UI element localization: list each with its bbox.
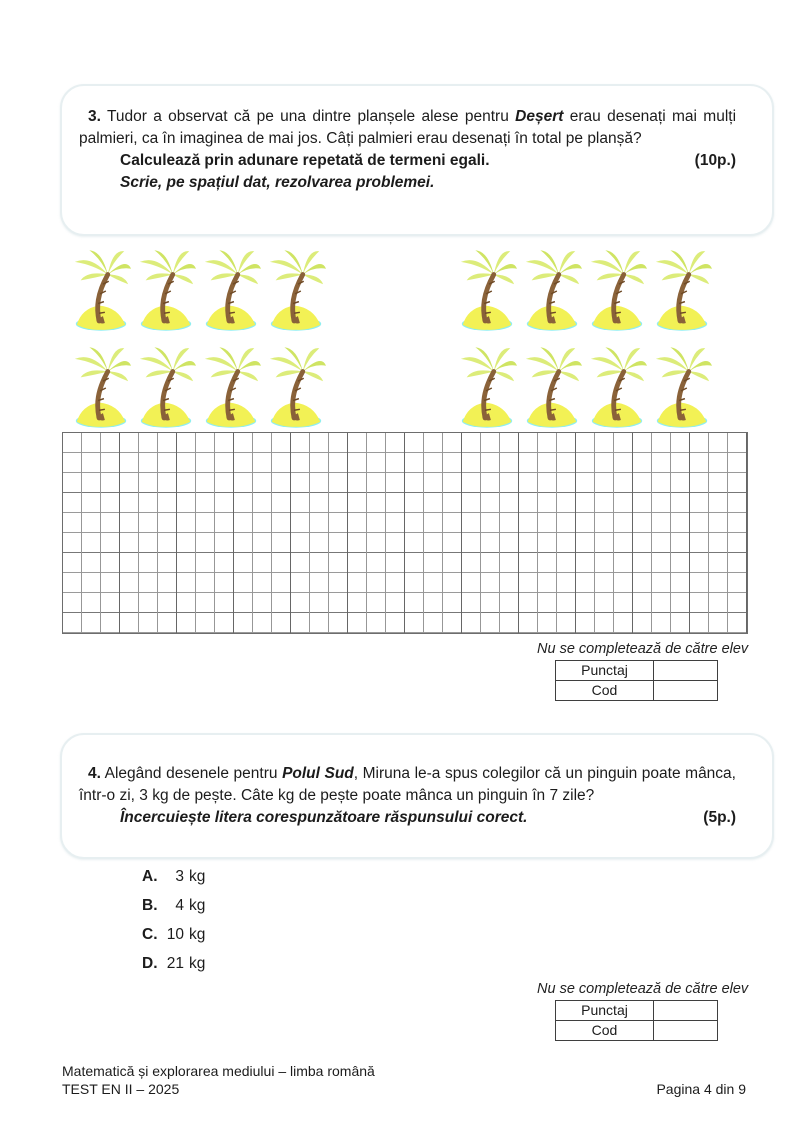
question3-instruction-bold: Calculează prin adunare repetată de termeni egali. bbox=[120, 152, 490, 169]
palm-tree-icon bbox=[265, 344, 327, 430]
palm-tree-icon bbox=[586, 247, 648, 333]
score-note: Nu se completează de către elev bbox=[537, 641, 749, 657]
score-table bbox=[555, 1000, 718, 1041]
punctaj-label: Punctaj bbox=[556, 1001, 654, 1021]
question3-number: 3. bbox=[88, 108, 101, 125]
question3-theme-word: Deșert bbox=[515, 108, 564, 125]
question3-instruction-italic-row: Scrie, pe spațiul dat, rezolvarea problemei. bbox=[120, 174, 435, 191]
score-note: Nu se completează de către elev bbox=[537, 981, 749, 997]
question4-theme-word: Polul Sud bbox=[282, 765, 354, 782]
palm-tree-icon bbox=[586, 344, 648, 430]
score-table bbox=[555, 660, 718, 701]
question4-instruction-row bbox=[62, 807, 772, 829]
page-footer bbox=[62, 1062, 746, 1098]
palm-tree-icon bbox=[135, 344, 197, 430]
palm-tree-icon bbox=[456, 247, 518, 333]
option-d[interactable]: D. 21 kg bbox=[142, 955, 206, 972]
option-b[interactable]: B. 4 kg bbox=[142, 897, 206, 914]
footer-subject: Matematică și explorarea mediului – limba română bbox=[62, 1063, 375, 1079]
palm-tree-icon bbox=[651, 344, 713, 430]
palm-tree-icon bbox=[265, 344, 327, 430]
palm-tree-icon bbox=[521, 344, 583, 430]
score-row-punctaj bbox=[556, 1001, 718, 1021]
palm-tree-icon bbox=[200, 344, 262, 430]
palm-tree-icon bbox=[200, 247, 262, 333]
work-grid-answer-area[interactable] bbox=[62, 432, 748, 634]
palm-group bbox=[456, 247, 716, 430]
question3-points: (10p.) bbox=[694, 152, 736, 169]
palm-tree-icon bbox=[586, 344, 648, 430]
footer-test-name: TEST EN II – 2025 bbox=[62, 1081, 180, 1097]
palm-tree-icon bbox=[265, 247, 327, 333]
score-row-punctaj bbox=[556, 661, 718, 681]
palm-tree-icon bbox=[521, 247, 583, 333]
cod-label: Cod bbox=[556, 681, 654, 701]
palm-tree-icon bbox=[70, 344, 132, 430]
score-block-q3 bbox=[537, 640, 749, 701]
punctaj-value-cell bbox=[654, 661, 718, 681]
question3-box bbox=[60, 84, 774, 236]
palm-tree-icon bbox=[70, 247, 132, 333]
palm-tree-icon bbox=[135, 247, 197, 333]
score-row-cod bbox=[556, 681, 718, 701]
option-a[interactable]: A. 3 kg bbox=[142, 868, 206, 885]
cod-value-cell bbox=[654, 681, 718, 701]
score-row-cod bbox=[556, 1021, 718, 1041]
cod-label: Cod bbox=[556, 1021, 654, 1041]
palm-group bbox=[70, 247, 330, 430]
question3-instruction-row bbox=[62, 150, 772, 172]
palm-tree-icon bbox=[456, 247, 518, 333]
palm-tree-icon bbox=[135, 247, 197, 333]
palm-tree-icon bbox=[200, 344, 262, 430]
palm-tree-icon bbox=[456, 344, 518, 430]
palm-tree-icon bbox=[456, 344, 518, 430]
palm-tree-icon bbox=[521, 247, 583, 333]
question4-instruction-italic: Încercuiește litera corespunzătoare răspunsului corect. bbox=[120, 809, 528, 826]
palm-tree-icon bbox=[265, 247, 327, 333]
cod-value-cell bbox=[654, 1021, 718, 1041]
palm-tree-icon bbox=[521, 344, 583, 430]
question4-points: (5p.) bbox=[703, 809, 736, 826]
footer-page-number: Pagina 4 din 9 bbox=[656, 1081, 746, 1097]
option-c[interactable]: C. 10 kg bbox=[142, 926, 206, 943]
question4-box bbox=[60, 733, 774, 859]
question4-number: 4. bbox=[88, 765, 101, 782]
punctaj-value-cell bbox=[654, 1001, 718, 1021]
options-list bbox=[142, 862, 205, 978]
footer-test-info bbox=[62, 1062, 375, 1098]
punctaj-label: Punctaj bbox=[556, 661, 654, 681]
palm-tree-icon bbox=[651, 247, 713, 333]
palm-tree-icon bbox=[135, 344, 197, 430]
question3-text: 3. Tudor a observat că pe una dintre planșele alese pentru Deșert erau desenați mai mulți palmieri, ca în imaginea de mai jos. Câți palmieri erau desenați în total pe planșă? bbox=[79, 108, 737, 147]
palm-tree-icon bbox=[70, 344, 132, 430]
palm-tree-icon bbox=[586, 247, 648, 333]
palm-tree-icon bbox=[651, 247, 713, 333]
score-block-q4 bbox=[537, 980, 749, 1041]
palm-tree-icon bbox=[70, 247, 132, 333]
palm-tree-icon bbox=[200, 247, 262, 333]
question4-text: 4. Alegând desenele pentru Polul Sud, Miruna le-a spus colegilor că un pinguin poate mânca, într-o zi, 3 kg de pește. Câte kg de pește poate mânca un pinguin în 7 zile? bbox=[79, 765, 736, 804]
palm-tree-icon bbox=[651, 344, 713, 430]
